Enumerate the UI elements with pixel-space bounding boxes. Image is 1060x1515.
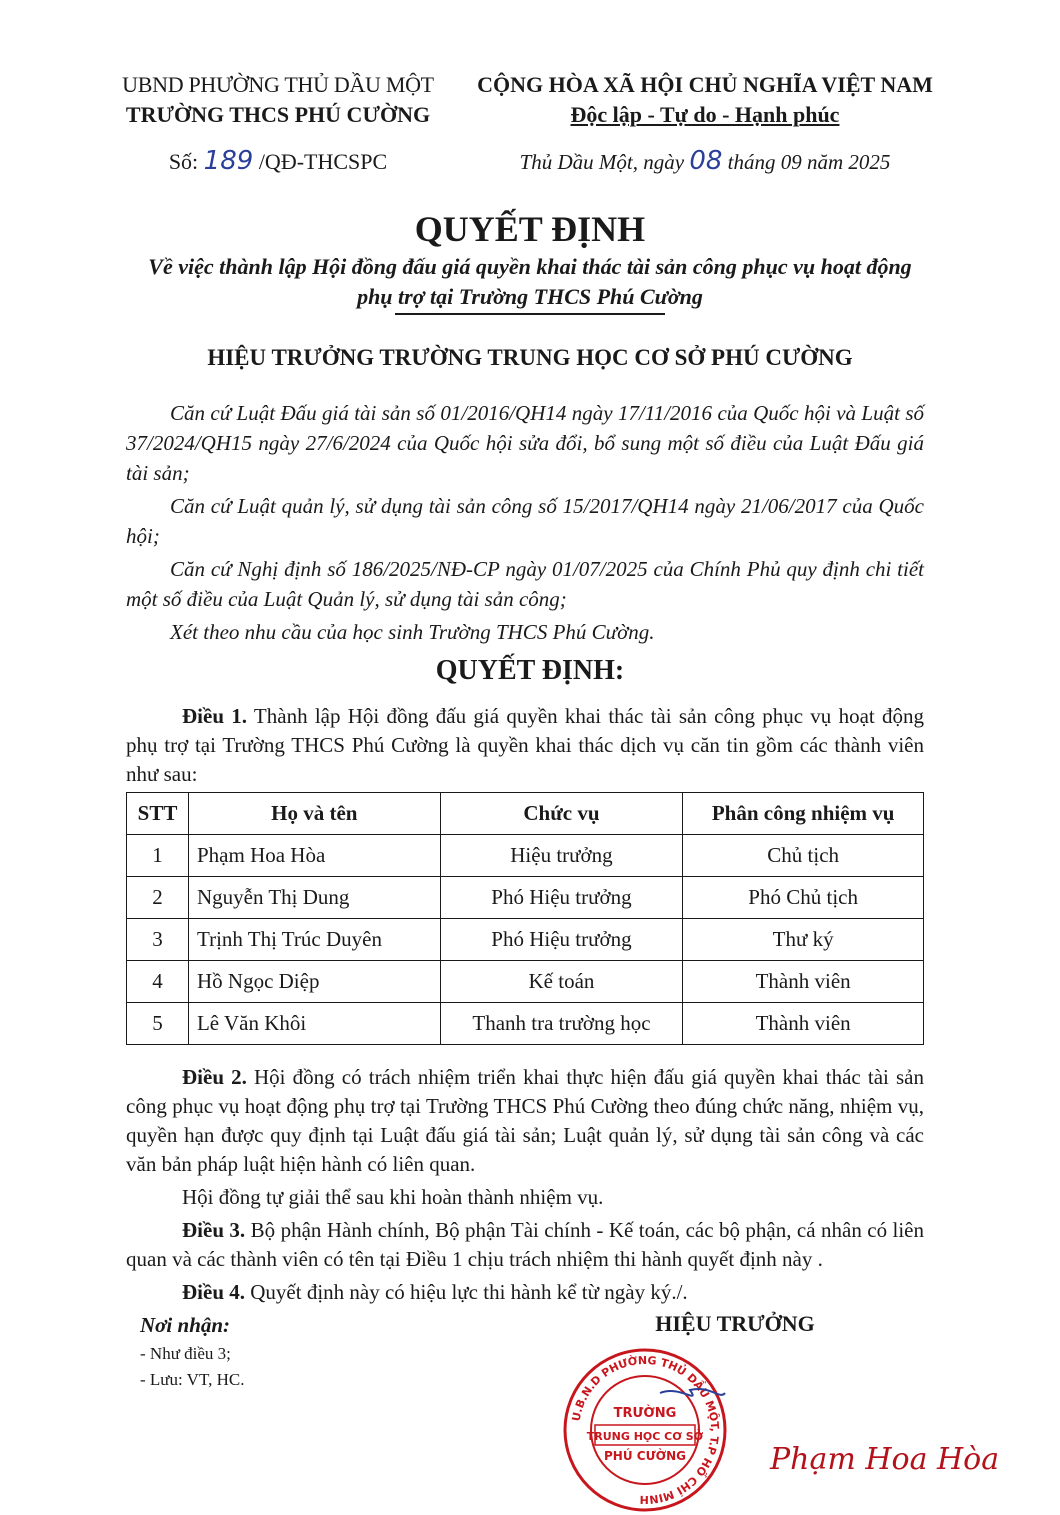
recipients-title: Nơi nhận:	[140, 1313, 231, 1337]
document-number	[108, 146, 448, 176]
recipient-item: - Như điều 3;	[140, 1344, 231, 1363]
signer-title: HIỆU TRƯỞNG	[655, 1311, 815, 1336]
cell-name: Phạm Hoa Hòa	[188, 835, 440, 877]
issuer-agency: UBND PHƯỜNG THỦ DẦU MỘT	[122, 72, 434, 97]
cell-name: Nguyễn Thị Dung	[188, 877, 440, 919]
document-title: QUYẾT ĐỊNH	[414, 209, 646, 249]
cell-assignment: Thư ký	[683, 919, 924, 961]
cell-position: Phó Hiệu trưởng	[440, 877, 683, 919]
header-name: Họ và tên	[188, 793, 440, 835]
header-assignment: Phân công nhiệm vụ	[683, 793, 924, 835]
cell-position: Hiệu trưởng	[440, 835, 683, 877]
cell-position: Thanh tra trường học	[440, 1003, 683, 1045]
cell-stt: 2	[127, 877, 189, 919]
cell-assignment: Thành viên	[683, 961, 924, 1003]
cell-assignment: Thành viên	[683, 1003, 924, 1045]
article-2-label: Điều 2.	[182, 1065, 247, 1089]
table-row	[127, 919, 924, 961]
table-row	[127, 877, 924, 919]
recipients-block	[140, 1313, 440, 1390]
subject-line-2: phụ trợ tại Trường THCS Phú Cường	[357, 284, 703, 309]
cell-assignment: Phó Chủ tịch	[683, 877, 924, 919]
national-motto: Độc lập - Tự do - Hạnh phúc	[570, 102, 840, 127]
cell-assignment: Chủ tịch	[683, 835, 924, 877]
seal-line-1: TRƯỜNG	[613, 1406, 677, 1421]
cell-position: Phó Hiệu trưởng	[440, 919, 683, 961]
seal-line-2: TRUNG HỌC CƠ SỞ	[586, 1430, 704, 1443]
article-4-text: Quyết định này có hiệu lực thi hành kể từ ngày ký./.	[245, 1280, 688, 1304]
article-4-label: Điều 4.	[182, 1280, 245, 1304]
signature-name: Phạm Hoa Hòa	[770, 1442, 1000, 1477]
article-3	[126, 1216, 924, 1274]
subject-underline	[395, 313, 665, 315]
subject-line-1: Về việc thành lập Hội đồng đấu giá quyền khai thác tài sản công phục vụ hoạt động	[148, 254, 912, 279]
date-suffix: tháng 09 năm 2025	[727, 150, 891, 174]
cell-name: Lê Văn Khôi	[188, 1003, 440, 1045]
article-1-label: Điều 1.	[182, 704, 248, 728]
seal-outer-text: U.B.N.D PHƯỜNG THỦ DẦU MỘT, T.P HỒ CHÍ MINH	[569, 1353, 722, 1507]
article-1	[126, 702, 924, 789]
issuing-authority: HIỆU TRƯỞNG TRƯỜNG TRUNG HỌC CƠ SỞ PHÚ CƯỜNG	[207, 345, 853, 370]
number-suffix: /QĐ-THCSPC	[258, 149, 388, 174]
cell-name: Trịnh Thị Trúc Duyên	[188, 919, 440, 961]
legal-basis: Căn cứ Luật Đấu giá tài sản số 01/2016/QH14 ngày 17/11/2016 của Quốc hội và Luật số 37/2024/QH15 ngày 27/6/2024 của Quốc hội sửa đổi, bổ sung một số điều của Luật Đấu giá tài sản;	[126, 401, 924, 485]
article-4	[126, 1278, 924, 1307]
members-table	[126, 792, 924, 1045]
article-3-text: Bộ phận Hành chính, Bộ phận Tài chính - Kế toán, các bộ phận, cá nhân có liên quan và các thành viên có tên tại Điều 1 chịu trách nhiệm thi hành quyết định này .	[126, 1218, 924, 1271]
table-row	[127, 1003, 924, 1045]
article-2-text: Hội đồng có trách nhiệm triển khai thực hiện đấu giá quyền khai thác tài sản công phục vụ hoạt động phụ trợ tại Trường THCS Phú Cường theo đúng chức năng, nhiệm vụ, quyền hạn được quy định tại Luật đấu giá tài sản; Luật quản lý, sử dụng tài sản công và các văn bản pháp luật hiện hành có liên quan.	[126, 1065, 925, 1176]
legal-basis: Căn cứ Luật quản lý, sử dụng tài sản công số 15/2017/QH14 ngày 21/06/2017 của Quốc hội;	[126, 494, 924, 548]
recipient-item: - Lưu: VT, HC.	[140, 1370, 245, 1389]
article-2	[126, 1063, 924, 1179]
table-row	[127, 835, 924, 877]
number-handwritten: 189	[203, 146, 254, 176]
article-3-label: Điều 3.	[182, 1218, 246, 1242]
issuer-block	[108, 72, 448, 176]
document-date	[470, 146, 940, 176]
date-prefix: Thủ Dầu Một, ngày	[519, 150, 685, 174]
cell-name: Hồ Ngọc Diệp	[188, 961, 440, 1003]
national-header	[470, 72, 940, 176]
article-2-extra: Hội đồng tự giải thể sau khi hoàn thành nhiệm vụ.	[182, 1185, 604, 1209]
header-position: Chức vụ	[440, 793, 683, 835]
articles-2-4	[126, 1063, 924, 1311]
table-header-row	[127, 793, 924, 835]
cell-position: Kế toán	[440, 961, 683, 1003]
date-day-handwritten: 08	[689, 146, 723, 176]
cell-stt: 5	[127, 1003, 189, 1045]
seal-line-3: PHÚ CƯỜNG	[604, 1449, 686, 1463]
legal-basis: Căn cứ Nghị định số 186/2025/NĐ-CP ngày 01/07/2025 của Chính Phủ quy định chi tiết một số điều của Luật Quản lý, sử dụng tài sản công;	[126, 557, 924, 611]
cell-stt: 1	[127, 835, 189, 877]
cell-stt: 4	[127, 961, 189, 1003]
cell-stt: 3	[127, 919, 189, 961]
legal-basis: Xét theo nhu cầu của học sinh Trường THCS Phú Cường.	[170, 620, 655, 644]
article-1-text: Thành lập Hội đồng đấu giá quyền khai thác tài sản công phục vụ hoạt động phụ trợ tại Trường THCS Phú Cường là quyền khai thác dịch vụ căn tin gồm các thành viên như sau:	[126, 704, 925, 786]
decision-heading: QUYẾT ĐỊNH:	[435, 655, 625, 686]
document-subject	[120, 252, 940, 312]
nation-name: CỘNG HÒA XÃ HỘI CHỦ NGHĨA VIỆT NAM	[477, 72, 933, 97]
legal-bases	[126, 398, 924, 650]
issuer-school: TRƯỜNG THCS PHÚ CƯỜNG	[125, 102, 431, 127]
table-row	[127, 961, 924, 1003]
header-stt: STT	[127, 793, 189, 835]
number-prefix: Số:	[168, 149, 199, 174]
official-seal-icon	[560, 1345, 730, 1515]
